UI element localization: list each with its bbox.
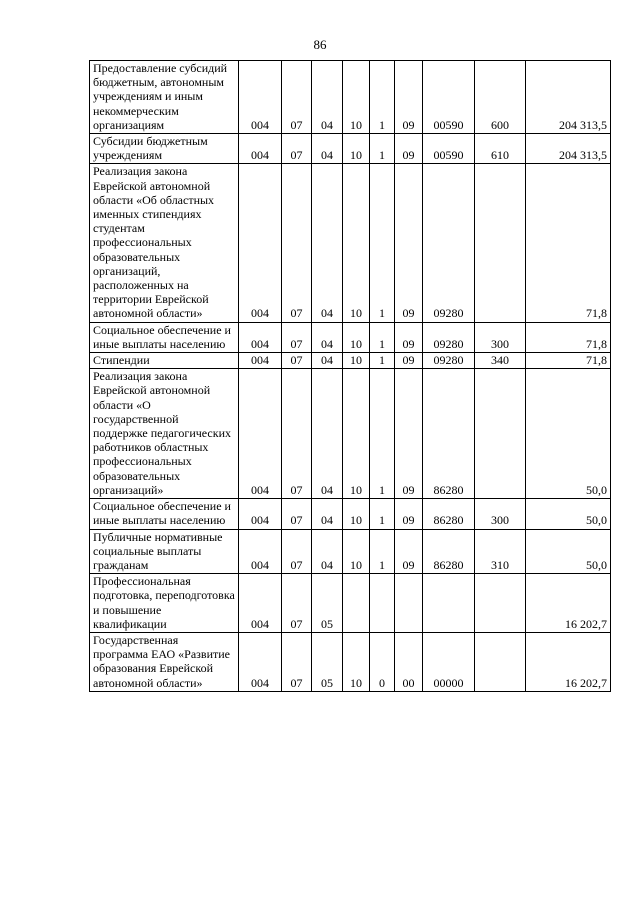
page-number: 86: [313, 37, 327, 52]
row-name: Реализация закона Еврейской автономной области «Об областных именных стипендиях студентам профессиональных образовательных организаций, расположенных на территории Еврейской автономной области»: [90, 164, 239, 322]
expense-type-code: [475, 164, 526, 322]
event-code: 09: [395, 61, 423, 134]
ministry-code: 004: [239, 353, 282, 369]
row-name: Субсидии бюджетным учреждениям: [90, 134, 239, 164]
amount-value: 204 313,5: [526, 134, 611, 164]
row-name: Социальное обеспечение и иные выплаты населению: [90, 499, 239, 529]
subprogram-code: 1: [370, 322, 395, 352]
amount-value: 71,8: [526, 164, 611, 322]
section-code: 07: [282, 499, 312, 529]
section-code: 07: [282, 632, 312, 691]
table-row: [90, 61, 611, 134]
table-row: [90, 529, 611, 574]
subsection-code: 04: [312, 322, 343, 352]
amount-value: 16 202,7: [526, 574, 611, 633]
row-name: Реализация закона Еврейской автономной области «О государственной поддержке педагогических работников областных профессиональных образовательных организаций»: [90, 369, 239, 499]
direction-code: [423, 574, 475, 633]
program-code: 10: [343, 61, 370, 134]
subsection-code: 04: [312, 164, 343, 322]
event-code: 09: [395, 164, 423, 322]
subprogram-code: 1: [370, 353, 395, 369]
direction-code: 86280: [423, 499, 475, 529]
section-code: 07: [282, 61, 312, 134]
direction-code: 86280: [423, 369, 475, 499]
amount-value: 50,0: [526, 499, 611, 529]
table-row: [90, 353, 611, 369]
row-name: Предоставление субсидий бюджетным, автономным учреждениям и иным некоммерческим организациям: [90, 61, 239, 134]
amount-value: 50,0: [526, 529, 611, 574]
program-code: 10: [343, 164, 370, 322]
section-code: 07: [282, 134, 312, 164]
subprogram-code: 1: [370, 134, 395, 164]
program-code: 10: [343, 369, 370, 499]
expense-type-code: 600: [475, 61, 526, 134]
subprogram-code: [370, 574, 395, 633]
amount-value: 204 313,5: [526, 61, 611, 134]
subprogram-code: 1: [370, 61, 395, 134]
direction-code: 86280: [423, 529, 475, 574]
subsection-code: 04: [312, 369, 343, 499]
table-row: [90, 322, 611, 352]
section-code: 07: [282, 574, 312, 633]
table-row: [90, 164, 611, 322]
event-code: [395, 574, 423, 633]
program-code: 10: [343, 499, 370, 529]
ministry-code: 004: [239, 574, 282, 633]
table-row: [90, 499, 611, 529]
ministry-code: 004: [239, 499, 282, 529]
subsection-code: 04: [312, 61, 343, 134]
event-code: 09: [395, 369, 423, 499]
amount-value: 71,8: [526, 353, 611, 369]
subsection-code: 04: [312, 134, 343, 164]
table-row: [90, 574, 611, 633]
table-row: [90, 369, 611, 499]
program-code: 10: [343, 322, 370, 352]
section-code: 07: [282, 353, 312, 369]
subprogram-code: 0: [370, 632, 395, 691]
direction-code: 00590: [423, 134, 475, 164]
section-code: 07: [282, 164, 312, 322]
section-code: 07: [282, 322, 312, 352]
ministry-code: 004: [239, 529, 282, 574]
ministry-code: 004: [239, 134, 282, 164]
subsection-code: 04: [312, 353, 343, 369]
subprogram-code: 1: [370, 499, 395, 529]
program-code: 10: [343, 529, 370, 574]
subprogram-code: 1: [370, 369, 395, 499]
budget-table: [89, 60, 611, 692]
expense-type-code: [475, 369, 526, 499]
event-code: 09: [395, 353, 423, 369]
ministry-code: 004: [239, 632, 282, 691]
expense-type-code: 610: [475, 134, 526, 164]
subsection-code: 04: [312, 529, 343, 574]
event-code: 09: [395, 322, 423, 352]
program-code: 10: [343, 134, 370, 164]
row-name: Социальное обеспечение и иные выплаты населению: [90, 322, 239, 352]
budget-table-body: [90, 61, 611, 692]
direction-code: 09280: [423, 322, 475, 352]
amount-value: 50,0: [526, 369, 611, 499]
program-code: 10: [343, 632, 370, 691]
ministry-code: 004: [239, 322, 282, 352]
amount-value: 71,8: [526, 322, 611, 352]
direction-code: 00590: [423, 61, 475, 134]
subsection-code: 04: [312, 499, 343, 529]
section-code: 07: [282, 369, 312, 499]
expense-type-code: [475, 574, 526, 633]
expense-type-code: [475, 632, 526, 691]
expense-type-code: 300: [475, 499, 526, 529]
program-code: 10: [343, 353, 370, 369]
section-code: 07: [282, 529, 312, 574]
subprogram-code: 1: [370, 529, 395, 574]
event-code: 00: [395, 632, 423, 691]
row-name: Стипендии: [90, 353, 239, 369]
subsection-code: 05: [312, 574, 343, 633]
row-name: Государственная программа ЕАО «Развитие образования Еврейской автономной области»: [90, 632, 239, 691]
expense-type-code: 300: [475, 322, 526, 352]
event-code: 09: [395, 134, 423, 164]
expense-type-code: 310: [475, 529, 526, 574]
event-code: 09: [395, 499, 423, 529]
ministry-code: 004: [239, 164, 282, 322]
table-row: [90, 632, 611, 691]
amount-value: 16 202,7: [526, 632, 611, 691]
subsection-code: 05: [312, 632, 343, 691]
direction-code: 09280: [423, 353, 475, 369]
row-name: Профессиональная подготовка, переподготовка и повышение квалификации: [90, 574, 239, 633]
row-name: Публичные нормативные социальные выплаты гражданам: [90, 529, 239, 574]
ministry-code: 004: [239, 61, 282, 134]
subprogram-code: 1: [370, 164, 395, 322]
direction-code: 09280: [423, 164, 475, 322]
program-code: [343, 574, 370, 633]
event-code: 09: [395, 529, 423, 574]
direction-code: 00000: [423, 632, 475, 691]
expense-type-code: 340: [475, 353, 526, 369]
table-row: [90, 134, 611, 164]
ministry-code: 004: [239, 369, 282, 499]
